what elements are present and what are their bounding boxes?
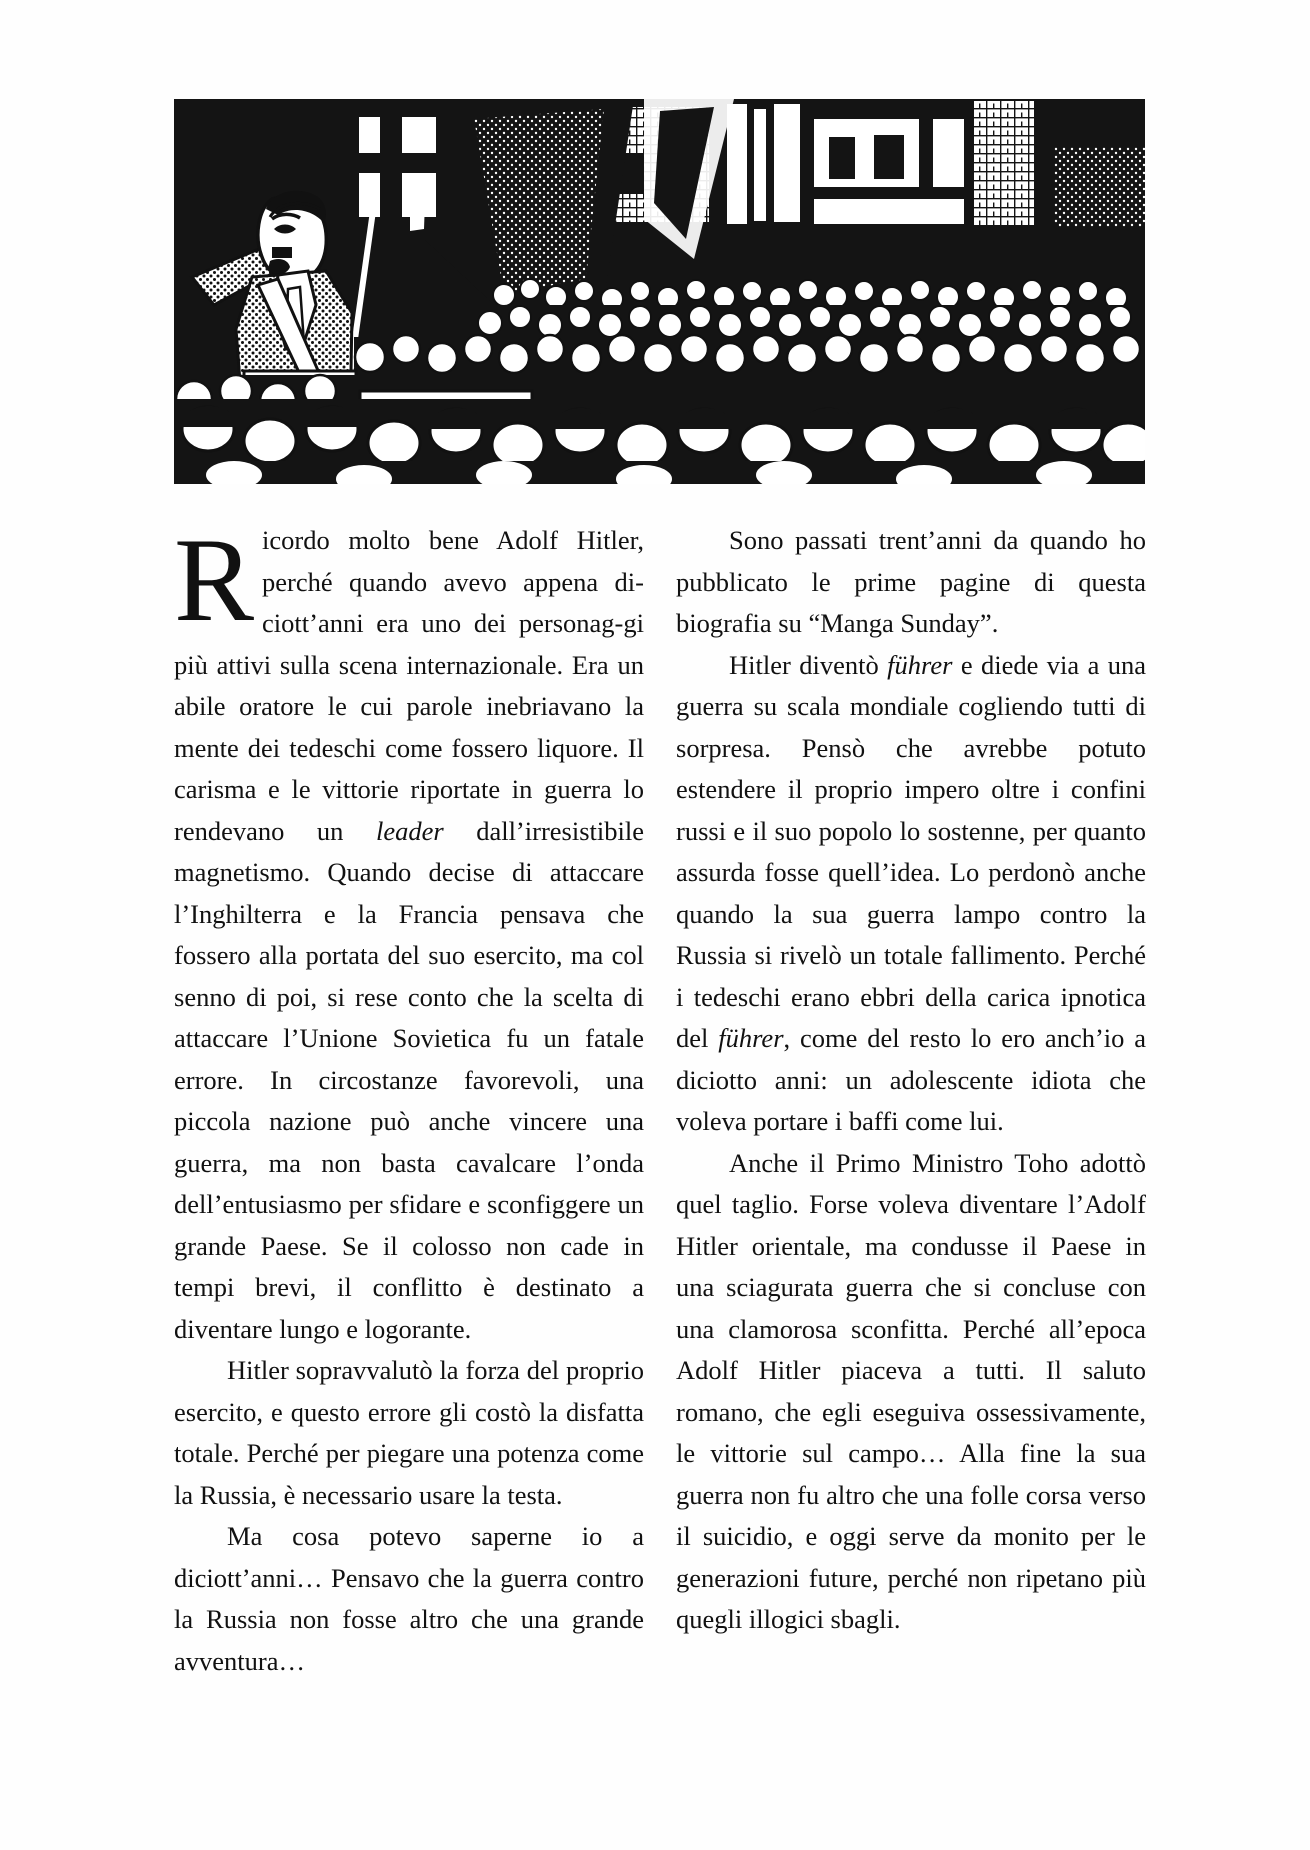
paragraph-6-text: Anche il Primo Ministro Toho adottò quel taglio. Forse voleva diventare l’Adolf Hitler orientale, ma condusse il Paese in una sciagurata guerra che si concluse con una clamorosa sconfitta. Perché all’epoca Adolf Hitler piaceva a tutti. Il saluto romano, che egli eseguiva ossessivamente, le vittorie sul campo… Alla fine la sua guerra non fu altro che una folle corsa verso il suicidio, e oggi serve da monito per le generazioni future, perché non ripetano più quegli illogici sbagli. <box>676 1147 1146 1634</box>
manga-illustration <box>174 99 1145 484</box>
italic-term: leader <box>375 815 444 846</box>
paragraph-1 <box>174 513 644 1350</box>
paragraph-3 <box>174 1516 644 1682</box>
paragraph-3-text: Ma cosa potevo saperne io a diciott’anni… Pensavo che la guerra contro la Russia non fosse altro che una grande avventura… <box>174 1521 644 1676</box>
italic-term: führer <box>718 1023 784 1053</box>
paragraph-1-text: icordo molto bene Adolf Hitler, perché quando avevo appena di-ciott’anni era uno dei personag-gi più attivi sulla scena internazionale. Era un abile oratore le cui parole inebriavano la mente dei tedeschi come fossero liquore. Il carisma e le vittorie riportate in guerra lo rendevano un leader dall’irresistibile magnetismo. Quando decise di attaccare l’Inghilterra e la Francia pensava che fossero alla portata del suo esercito, ma col senno di poi, si rese conto che la scelta di attaccare l’Unione Sovietica fu un fatale errore. In circostanze favorevoli, una piccola nazione può anche vincere una guerra, ma non basta cavalcare l’onda dell’entusiasmo per sfidare e sconfiggere un grande Paese. Se il colosso non cade in tempi brevi, il conflitto è destinato a diventare lungo e logorante. <box>174 525 644 1344</box>
text-column-right <box>676 520 1146 1770</box>
drop-cap: R <box>174 513 255 646</box>
paragraph-4-text: Sono passati trent’anni da quando ho pubblicato le prime pagine di questa biografia su “Manga Sunday”. <box>676 525 1146 638</box>
article-body <box>174 513 1147 1770</box>
paragraph-2-text: Hitler sopravvalutò la forza del proprio esercito, e questo errore gli costò la disfatta totale. Perché per piegare una potenza come la Russia, è necessario usare la testa. <box>174 1355 644 1510</box>
paragraph-2 <box>174 1350 644 1516</box>
illustration-artwork <box>174 99 1145 484</box>
paragraph-5 <box>676 645 1146 1143</box>
paragraph-6 <box>676 1143 1146 1641</box>
italic-term: führer <box>887 649 953 680</box>
paragraph-4 <box>676 520 1146 645</box>
paragraph-5-text: Hitler diventò führer e diede via a una guerra su scala mondiale cogliendo tutti di sorpresa. Pensò che avrebbe potuto estendere il proprio impero oltre i confini russi e il suo popolo lo sostenne, per quanto assurda fosse quell’idea. Lo perdonò anche quando la sua guerra lampo contro la Russia si rivelò un totale fallimento. Perché i tedeschi erano ebbri della carica ipnotica del führer, come del resto lo ero anch’io a diciotto anni: un adolescente idiota che voleva portare i baffi come lui. <box>676 649 1147 1136</box>
text-column-left <box>174 513 644 1770</box>
